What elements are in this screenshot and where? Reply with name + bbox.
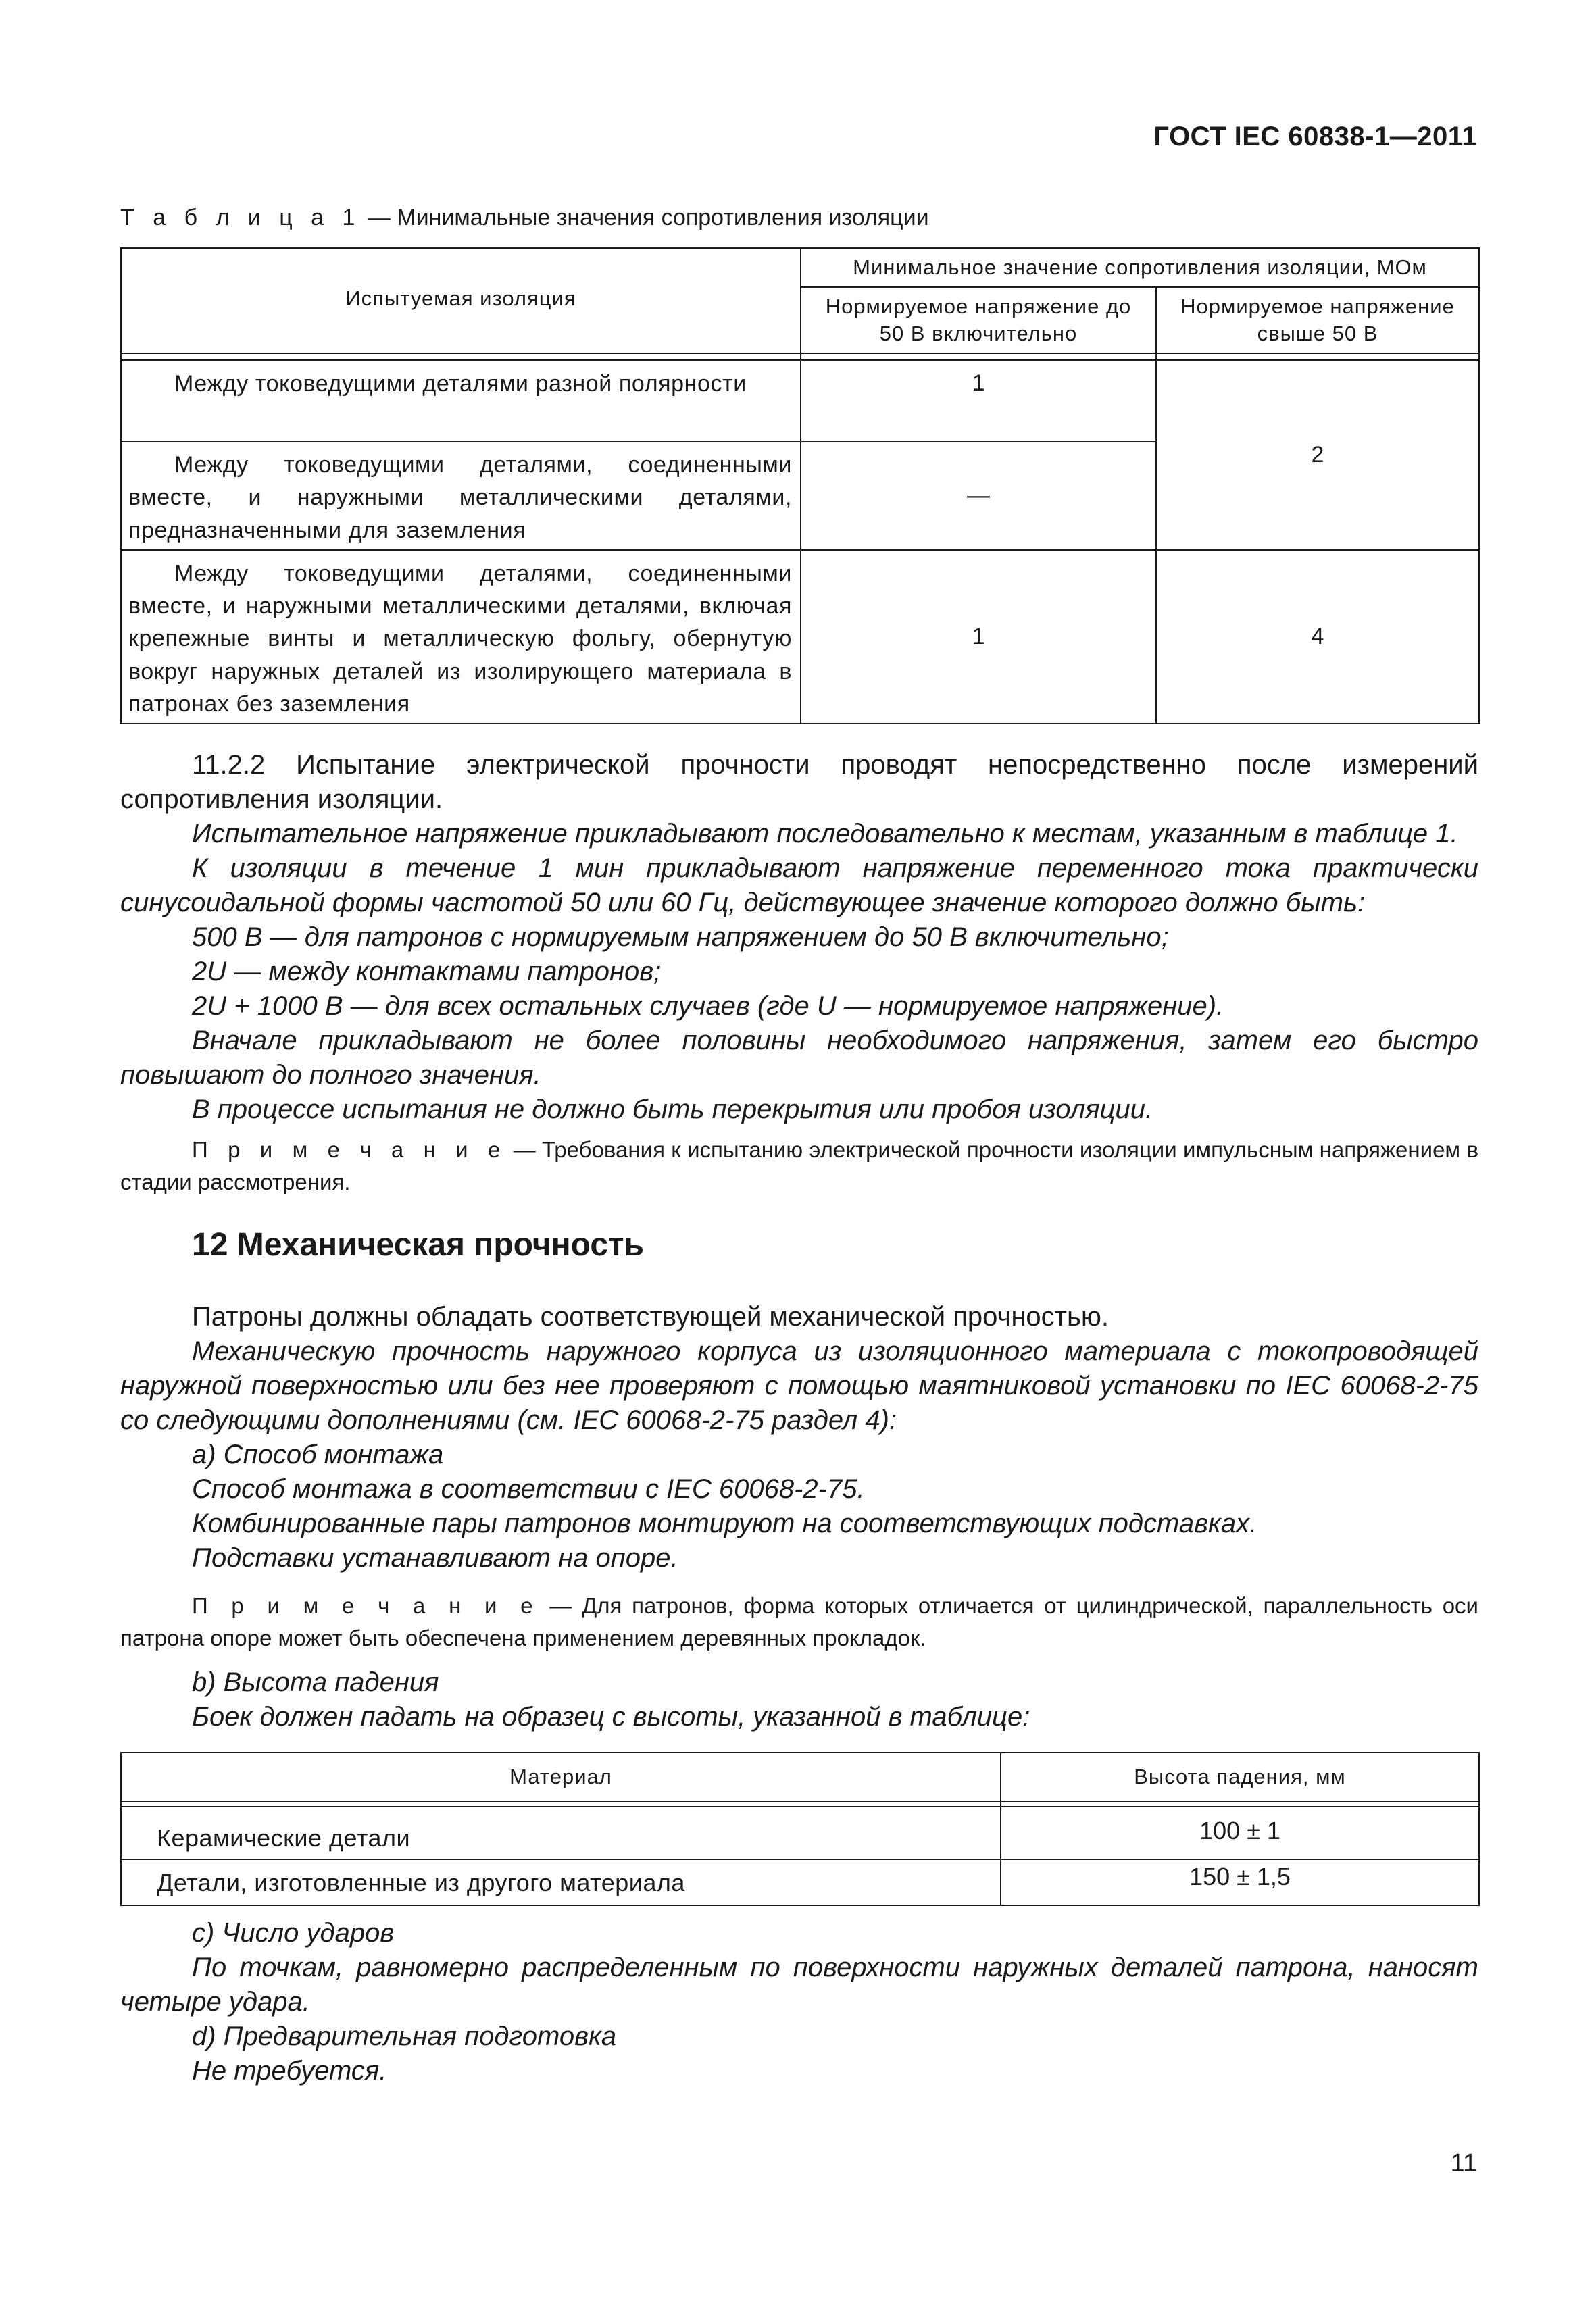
paragraph: Не требуется. — [192, 2056, 387, 2086]
paragraph: К изоляции в течение 1 мин прикладывают напряжение переменного тока практически синусоидальной формы частотой 50 или 60 Гц, действующее значение которого должно быть: — [120, 853, 1478, 917]
header-min-resistance: Минимальное значение сопротивления изоляции, МОм — [801, 248, 1479, 287]
paragraph: Механическую прочность наружного корпуса из изоляционного материала с токопроводящей наружной поверхностью или без нее проверяют с помощью маятниковой установки по IEC 60068-2-75 со следующими дополнениями (см. IEC 60068-2-75 раздел 4): — [120, 1336, 1478, 1435]
paragraph: Испытательное напряжение прикладывают последовательно к местам, указанным в таблице 1. — [192, 819, 1458, 849]
note-text: — Для патронов, форма которых отличается от цилиндрической, параллельность оси патрона опоре может быть обеспечена применением деревянных прокладок. — [120, 1593, 1478, 1651]
section-12-body — [120, 1300, 1478, 1576]
paragraph: b) Высота падения — [192, 1667, 439, 1697]
table-row — [121, 550, 1479, 724]
table-separator — [121, 1801, 1479, 1807]
row-value-above-50: 4 — [1156, 550, 1479, 724]
drop-height-table — [120, 1752, 1480, 1906]
section-12-impacts — [120, 1916, 1478, 2088]
paragraph: c) Число ударов — [192, 1918, 395, 1948]
table-row — [121, 1859, 1479, 1905]
paragraph: В процессе испытания не должно быть перекрытия или пробоя изоляции. — [192, 1095, 1153, 1124]
page-number: 11 — [1450, 2149, 1477, 2178]
paragraph: Подставки устанавливают на опоре. — [192, 1543, 678, 1573]
paragraph: 2U — между контактами патронов; — [192, 957, 662, 986]
paragraph: 500 В — для патронов с нормируемым напряжением до 50 В включительно; — [192, 922, 1169, 952]
note-electric-strength — [120, 1134, 1478, 1199]
paragraph: 11.2.2 Испытание электрической прочности проводят непосредственно после измерений сопротивления изоляции. — [120, 750, 1478, 814]
height-cell: 150 ± 1,5 — [1001, 1859, 1479, 1905]
paragraph: Вначале прикладывают не более половины необходимого напряжения, затем его быстро повышают до полного значения. — [120, 1026, 1478, 1090]
paragraph: a) Способ монтажа — [192, 1440, 444, 1469]
header-voltage-upto-50: Нормируемое напряжение до 50 В включительно — [801, 287, 1156, 353]
paragraph: Патроны должны обладать соответствующей механической прочностью. — [192, 1302, 1109, 1332]
note-label: П р и м е ч а н и е — [192, 1593, 540, 1618]
paragraph: Способ монтажа в соответствии с IEC 60068-2-75. — [192, 1474, 865, 1504]
row-text: Между токоведущими деталями, соединенными вместе, и наружными металлическими деталями, включая крепежные винты и металлическую фольгу, обернутую вокруг наружных деталей из изолирующего материала в патронах без заземления — [121, 550, 801, 724]
table1-caption-label: Т а б л и ц а 1 — [120, 205, 361, 230]
table-row — [121, 1807, 1479, 1859]
table1-caption-text: — Минимальные значения сопротивления изоляции — [361, 205, 929, 230]
note-text: — Требования к испытанию электрической прочности изоляции импульсным напряжением в стадии рассмотрения. — [120, 1137, 1478, 1194]
row-value-upto-50: — — [801, 441, 1156, 550]
insulation-resistance-table — [120, 247, 1480, 724]
note-mounting — [120, 1590, 1478, 1655]
paragraph: 2U + 1000 В — для всех остальных случаев (где U — нормируемое напряжение). — [192, 991, 1224, 1021]
table1-caption — [120, 205, 929, 231]
row-value-upto-50: 1 — [801, 360, 1156, 441]
merged-value-above-50: 2 — [1156, 360, 1479, 550]
paragraph: По точкам, равномерно распределенным по поверхности наружных деталей патрона, наносят четыре удара. — [120, 1953, 1478, 2017]
section-12-drop-height — [120, 1665, 1478, 1734]
row-text: Между токоведущими деталями разной полярности — [121, 360, 801, 441]
header-tested-insulation: Испытуемая изоляция — [121, 248, 801, 353]
section-11-2-2 — [120, 748, 1478, 1127]
row-text: Между токоведущими деталями, соединенными вместе, и наружными металлическими деталями, предназначенными для заземления — [121, 441, 801, 550]
header-drop-height: Высота падения, мм — [1001, 1753, 1479, 1801]
height-cell: 100 ± 1 — [1001, 1807, 1479, 1859]
note-label: П р и м е ч а н и е — [192, 1137, 507, 1162]
section-12-title: 12 Механическая прочность — [192, 1227, 645, 1263]
paragraph: d) Предварительная подготовка — [192, 2021, 617, 2051]
header-material: Материал — [121, 1753, 1001, 1801]
table-row — [121, 360, 1479, 441]
paragraph: Боек должен падать на образец с высоты, указанной в таблице: — [192, 1702, 1030, 1732]
standard-code: ГОСТ IEC 60838-1—2011 — [1153, 122, 1477, 151]
material-cell: Керамические детали — [121, 1807, 1001, 1859]
header-voltage-above-50: Нормируемое напряжение свыше 50 В — [1156, 287, 1479, 353]
row-value-upto-50: 1 — [801, 550, 1156, 724]
paragraph: Комбинированные пары патронов монтируют на соответствующих подставках. — [192, 1509, 1257, 1538]
material-cell: Детали, изготовленные из другого материала — [121, 1859, 1001, 1905]
table-separator — [121, 353, 1479, 360]
